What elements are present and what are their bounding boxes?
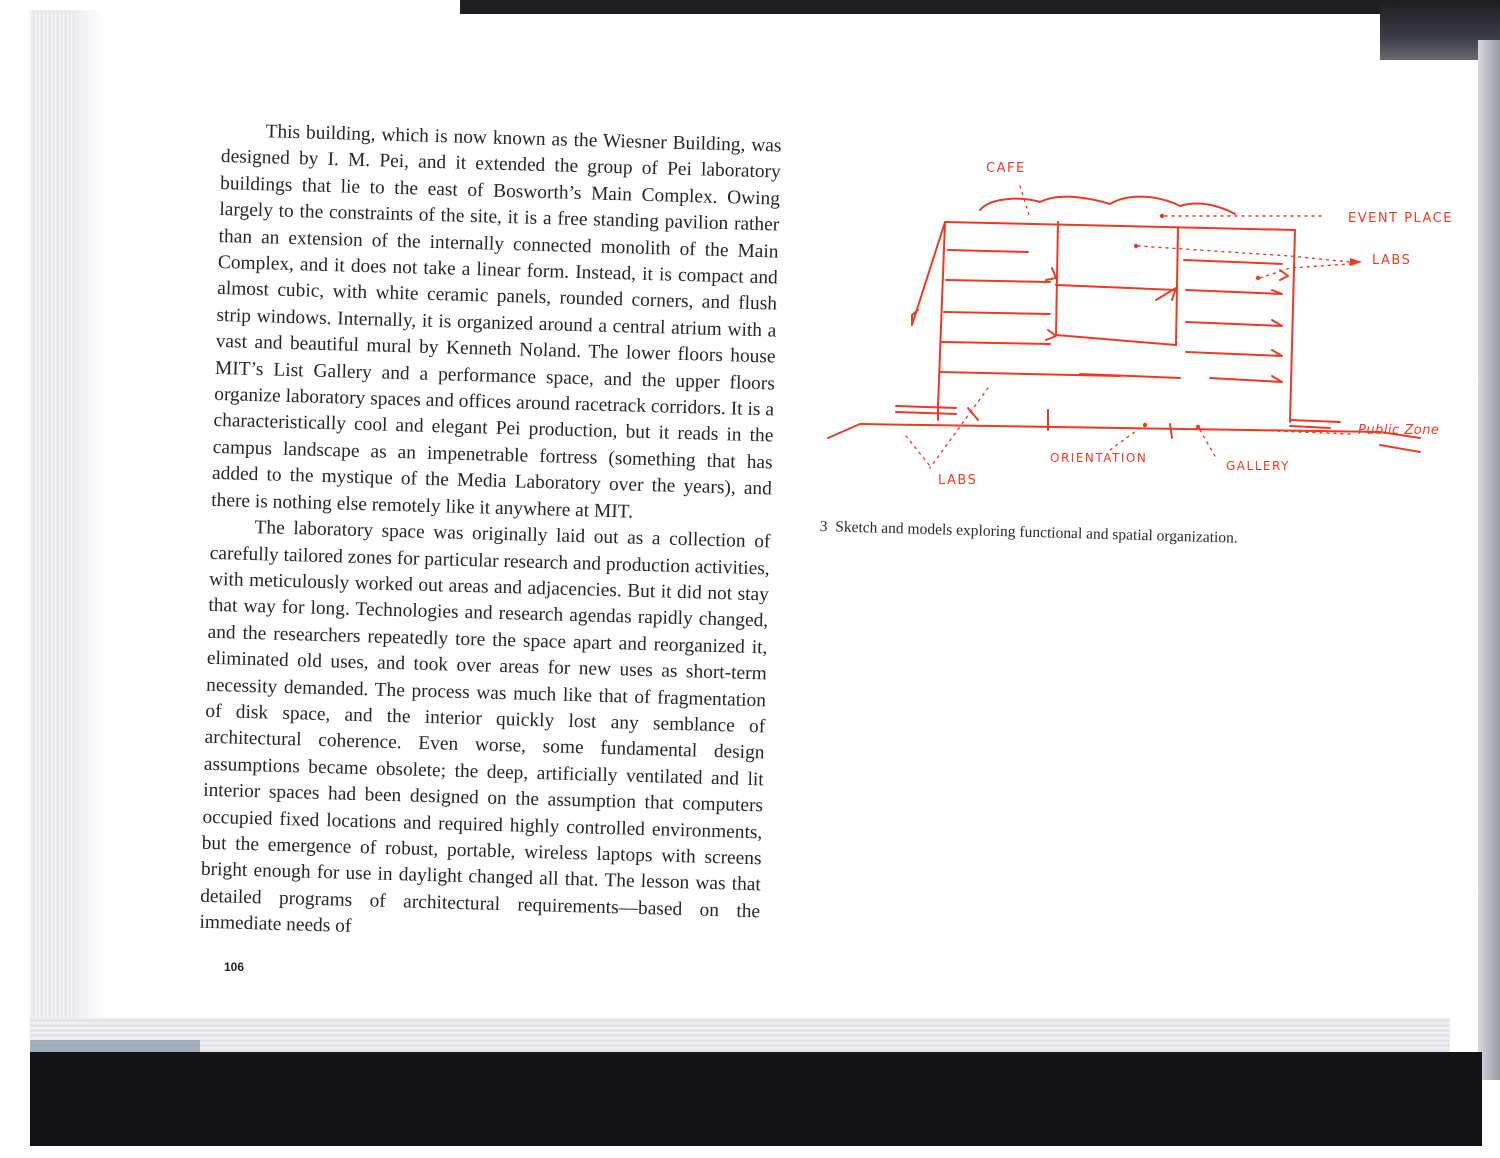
- paragraph-1: This building, which is now known as the Wiesner Building, was designed by I. M. Pei, and it extended the group of Pei laboratory buildings that lie to the east of Bosworth’s Main Complex. Owing largely to the constraints of the site, it is a free standing pavilion rather than an extension of the internally connected monolith of the Main Complex, and it does not take a linear form. Instead, it is compact and almost cubic, with white ceramic panels, rounded corners, and flush strip windows. Internally, it is organized around a central atrium with a vast and beautiful mural by Kenneth Noland. The lower floors house MIT’s List Gallery and a performance space, and the upper floors organize laboratory spaces and offices around racetrack corridors. It is a characteristically cool and elegant Pei production, but it reads in the campus landscape as an impenetrable fortress (something that has added to the mystique of the Media Laboratory over the years), and there is nothing else remotely like it anywhere at MIT.: [211, 121, 782, 523]
- page-edges-bottom: [30, 1018, 1450, 1054]
- sketch-label-labs-lower: LABS: [938, 473, 978, 488]
- scan-margin: [0, 1146, 1500, 1158]
- page-edge-right: [1478, 40, 1500, 1080]
- sketch-label-labs-upper: LABS: [1372, 253, 1412, 268]
- sketch-label-cafe: CAFE: [986, 161, 1026, 176]
- scanner-background-top: [460, 0, 1500, 14]
- building-sketch-figure: [820, 140, 1470, 500]
- figure-caption-text: Sketch and models exploring functional and spatial organization.: [835, 518, 1238, 547]
- figure-caption-number: 3: [819, 518, 828, 536]
- sketch-label-public-zone: Public Zone: [1358, 423, 1440, 438]
- figure-caption: [819, 518, 1237, 548]
- sketch-drawing: [828, 197, 1420, 452]
- body-text-column: [199, 118, 782, 952]
- labs-arrowhead: [1350, 258, 1362, 266]
- sketch-label-event-place: EVENT PLACE: [1348, 211, 1453, 226]
- page-edges-left: [30, 10, 74, 1055]
- paragraph-2: The laboratory space was originally laid out as a collection of carefully tailored zones for particular research and production activities, with meticulously worked out areas and adjacencies. But it did not stay that way for long. Technologies and research agendas rapidly changed, and the researchers repeatedly tore the space apart and reorganized it, eliminated old uses, and took over areas for new uses as short-term necessity demanded. The process was much like that of fragmentation of disk space, and the interior quickly lost any semblance of architectural coherence. Even worse, some fundamental design assumptions became obsolete; the deep, artificially ventilated and lit interior spaces had been designed on the assumption that computers occupied fixed locations and required highly controlled environments, but the emergence of robust, portable, wireless laptops with screens bright enough for use in daylight changed all that. The lesson was that detailed programs of architectural requirements—based on the immediate needs of: [199, 517, 771, 938]
- page-number: 106: [224, 960, 245, 974]
- sketch-label-orientation: ORIENTATION: [1050, 451, 1148, 465]
- sketch-label-gallery: GALLERY: [1226, 459, 1290, 473]
- scanner-background-bottom: [30, 1052, 1482, 1146]
- gutter-shadow: [74, 10, 104, 1055]
